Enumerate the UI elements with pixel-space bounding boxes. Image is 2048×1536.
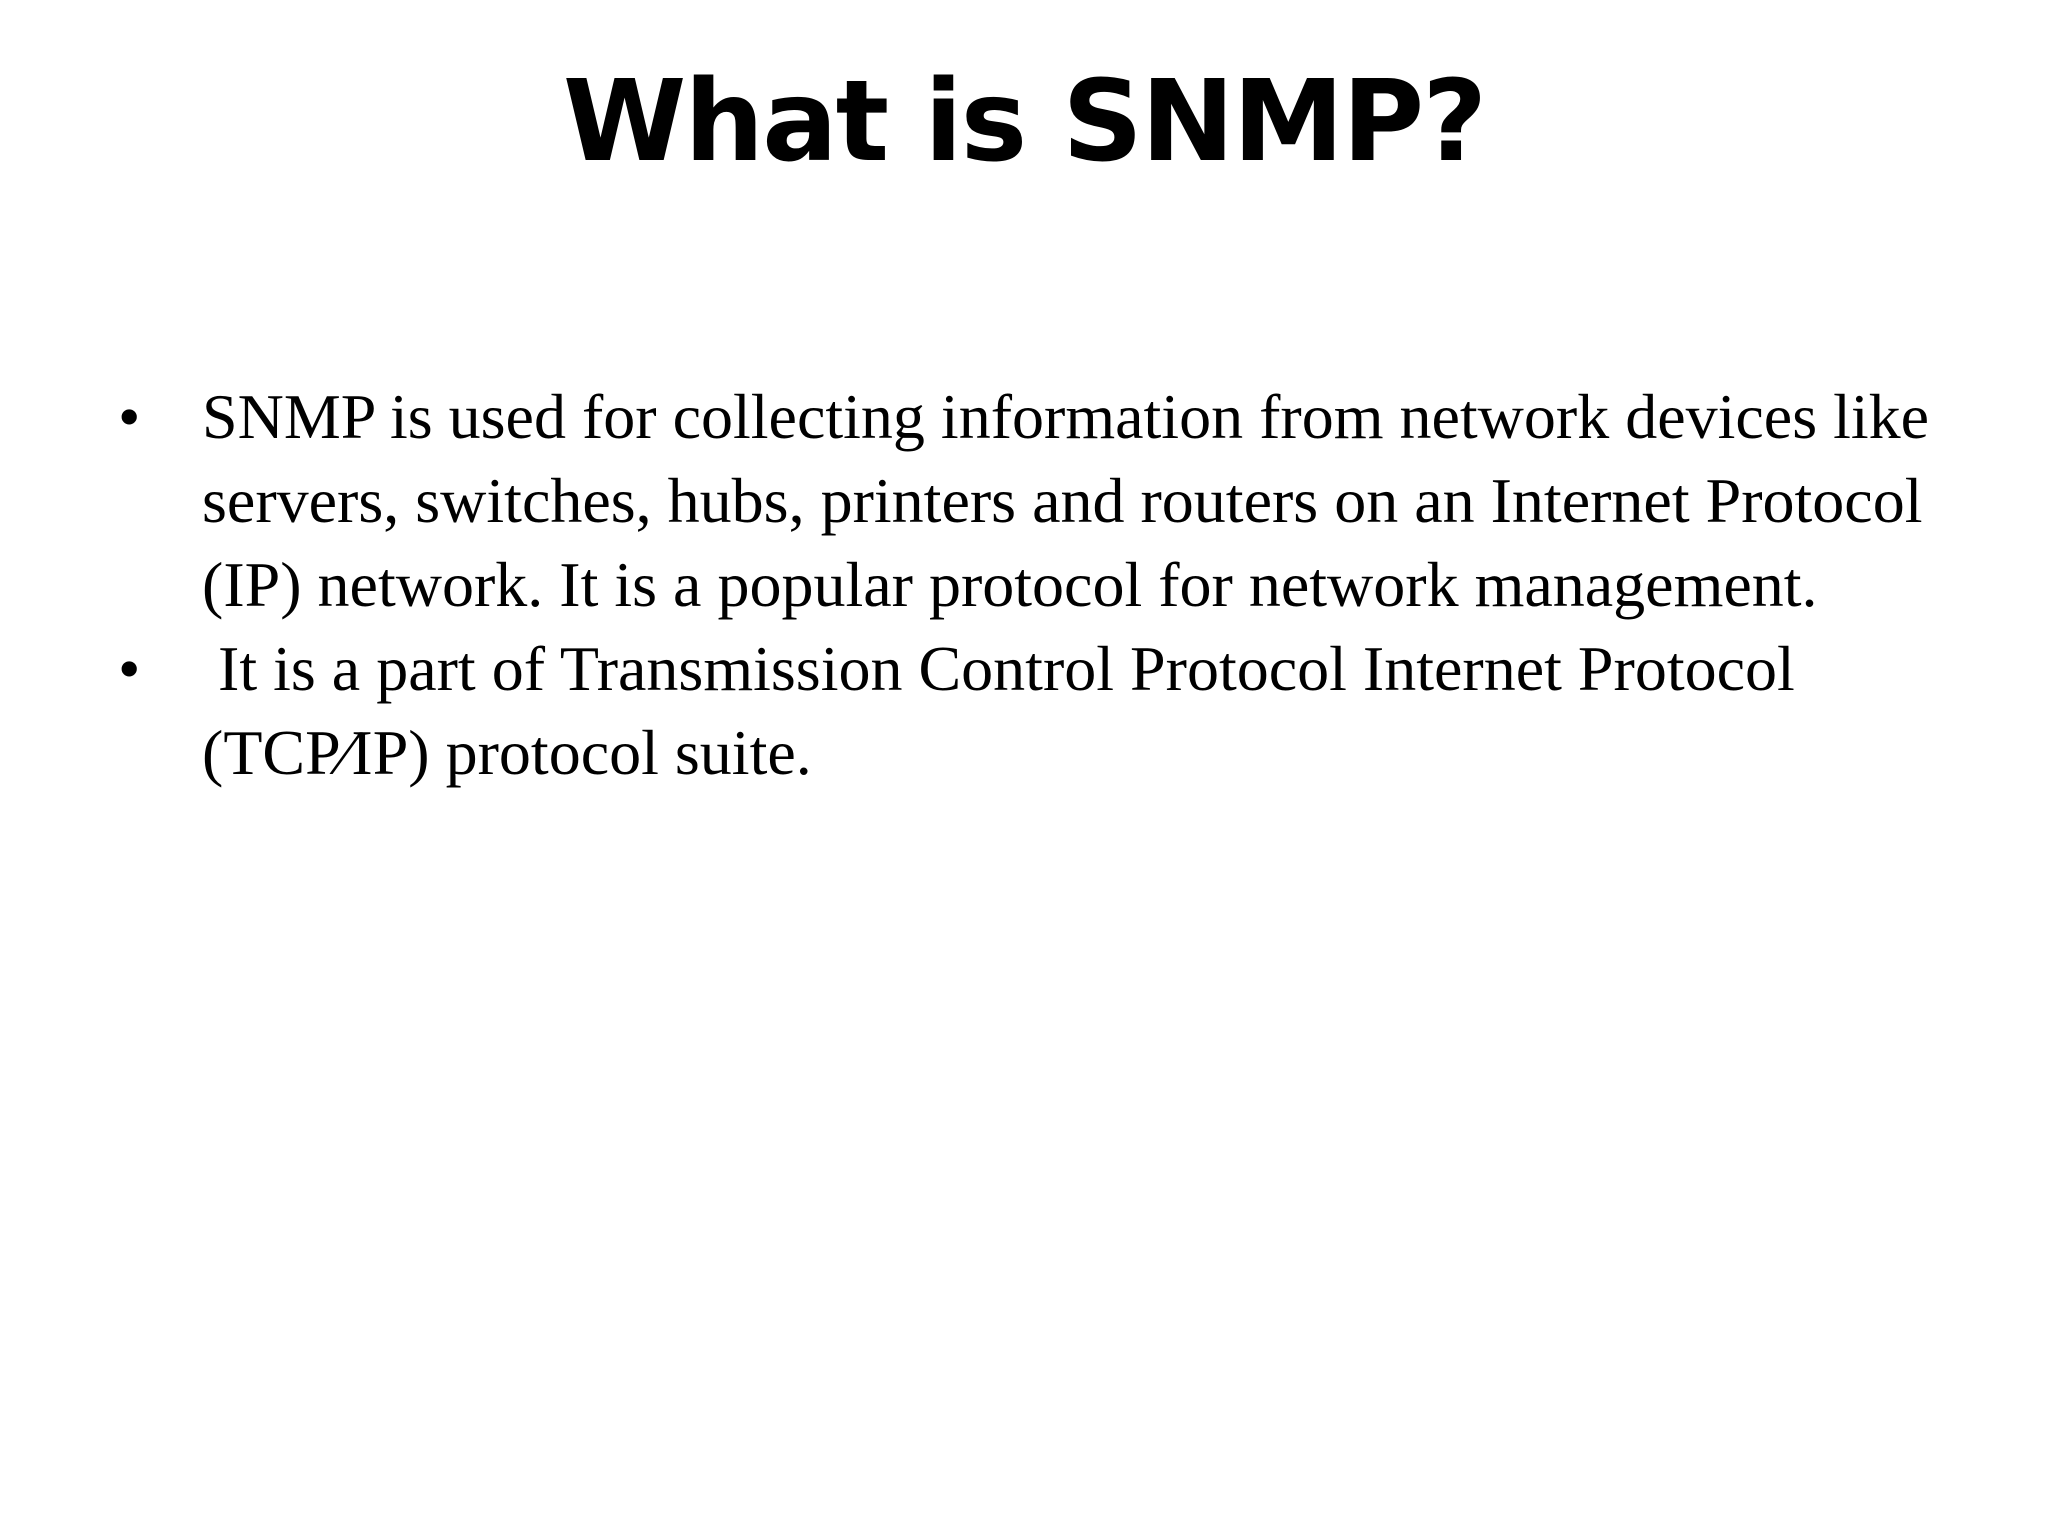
bullet-text: SNMP is used for collecting information from network devices like servers, switches, hubs, printers and routers on an Internet Protocol (IP) network. It is a popular protocol for network management. xyxy=(202,381,1930,620)
bullet-marker: • xyxy=(118,633,141,704)
slide-title: What is SNMP? xyxy=(562,57,1486,187)
bullet-item xyxy=(118,627,1998,795)
bullet-item xyxy=(118,375,1998,627)
bullet-list xyxy=(118,375,1998,795)
bullet-text: It is a part of Transmission Control Protocol Internet Protocol (TCP⁄IP) protocol suite. xyxy=(202,633,1811,788)
bullet-marker: • xyxy=(118,381,141,452)
